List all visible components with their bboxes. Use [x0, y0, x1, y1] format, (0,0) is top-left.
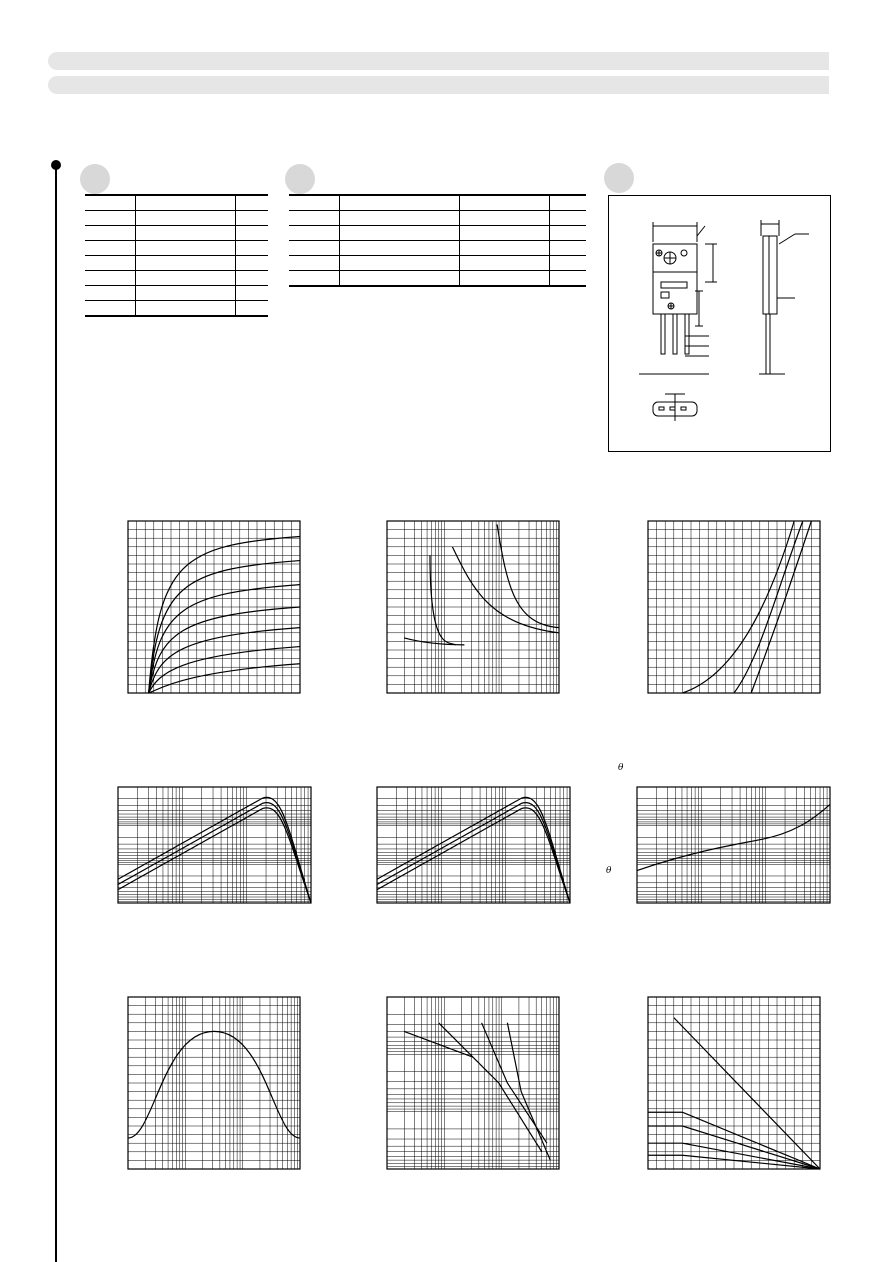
- section-marker-characteristics: [285, 164, 315, 194]
- graph-safe-operating-area: [387, 997, 559, 1169]
- table-row: [289, 211, 586, 226]
- table-row: [85, 286, 268, 301]
- graph-dc-current-gain-2: [377, 787, 570, 903]
- table-row: [289, 256, 586, 271]
- graph-output-characteristics: [128, 521, 300, 693]
- section-marker-ratings: [80, 164, 110, 194]
- table-row: [85, 301, 268, 317]
- graph-transfer-characteristics: [648, 521, 820, 693]
- characteristics-table: [289, 194, 586, 287]
- table-row: [85, 271, 268, 286]
- table-row: [289, 195, 586, 211]
- package-outline-icon: [609, 196, 830, 451]
- section-dot: [51, 160, 61, 170]
- table-row: [289, 241, 586, 256]
- table-row: [289, 226, 586, 241]
- theta-label-top: θ: [618, 763, 624, 773]
- header-bar-top: [48, 52, 829, 70]
- header-bar-bottom: [48, 76, 829, 94]
- graph-dc-current-gain: [118, 787, 311, 903]
- table-row: [85, 211, 268, 226]
- table-row: [85, 195, 268, 211]
- graph-frequency-response: [128, 997, 300, 1169]
- section-rule: [55, 166, 57, 1262]
- outline-drawing: [608, 195, 831, 452]
- section-marker-outline: [604, 163, 634, 193]
- table-row: [289, 271, 586, 287]
- graph-power-derating: [648, 997, 820, 1169]
- table-row: [85, 226, 268, 241]
- graph-saturation-voltage: [387, 521, 559, 693]
- graph-transient-thermal-resistance: [637, 787, 830, 903]
- theta-label-side: θ: [606, 866, 612, 876]
- table-row: [85, 241, 268, 256]
- table-row: [85, 256, 268, 271]
- ratings-table: [85, 194, 268, 317]
